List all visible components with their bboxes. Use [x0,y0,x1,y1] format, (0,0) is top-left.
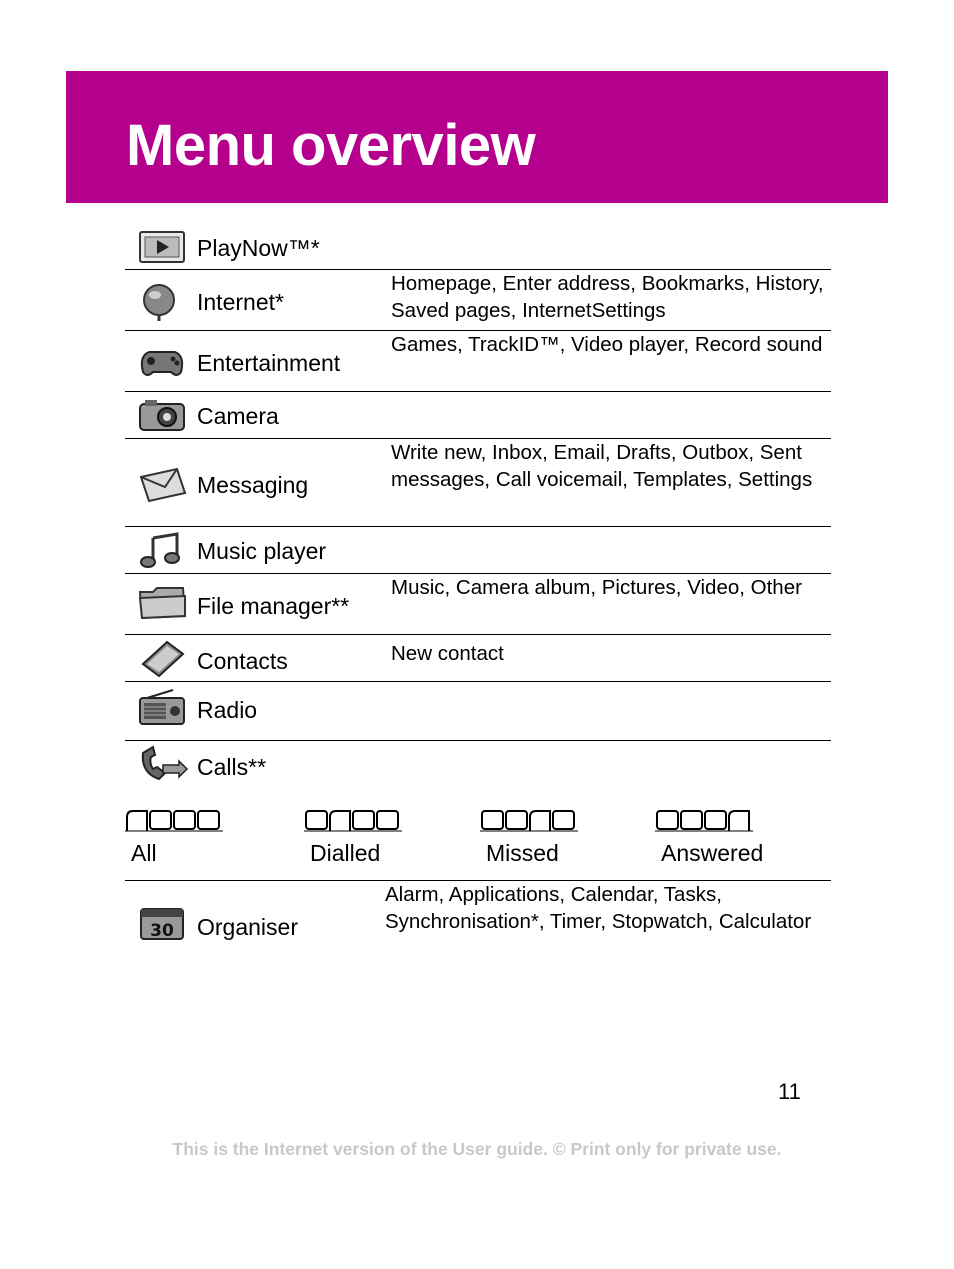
calls-tab-all [125,809,285,867]
menu-label: File manager** [197,593,350,619]
folder-icon [137,582,189,622]
tab-indicator-icon [480,809,580,833]
envelope-icon [137,463,189,503]
address-book-icon [137,638,189,678]
calls-tab-dialled [304,809,464,867]
footer-note: This is the Internet version of the User guide. © Print only for private use. [172,1139,782,1159]
submenu-text: Games, TrackID™, Video player, Record sound [391,333,823,356]
radio-icon [137,688,189,728]
menu-row-messaging [125,439,831,527]
submenu-text: Alarm, Applications, Calendar, Tasks, Synchronisation*, Timer, Stopwatch, Calculator [385,883,812,933]
menu-row-playnow [125,224,831,270]
camera-icon [137,395,189,435]
menu-row-internet [125,270,831,331]
calls-tab-label: Missed [486,840,559,866]
menu-row-radio [125,682,831,741]
menu-label: Music player [197,538,327,564]
tab-indicator-icon [125,809,225,833]
menu-label: Calls** [197,754,267,780]
menu-label: Radio [197,697,258,723]
calls-tab-label: All [131,840,157,866]
menu-label: Camera [197,403,279,429]
gamepad-icon [137,342,189,382]
phone-icon [137,743,189,783]
menu-label: Contacts [197,648,288,674]
internet-globe-icon [137,282,189,322]
menu-row-entertainment [125,331,831,392]
menu-row-contacts [125,635,831,682]
playnow-icon [137,228,189,268]
menu-row-music-player [125,527,831,574]
calls-tab-missed [480,809,640,867]
organiser-icon [137,903,189,943]
calls-tab-label: Dialled [310,840,381,866]
menu-label: Entertainment [197,350,341,376]
menu-label: Internet* [197,289,284,315]
submenu-text: New contact [391,642,504,665]
submenu-text: Homepage, Enter address, Bookmarks, History, Saved pages, InternetSettings [391,272,824,322]
menu-label: PlayNow™* [197,235,320,261]
calls-tab-label: Answered [661,840,764,866]
submenu-text: Music, Camera album, Pictures, Video, Other [391,576,802,599]
menu-label: Organiser [197,914,298,940]
title-banner [66,71,888,203]
page-number: 11 [778,1079,801,1104]
menu-row-camera [125,392,831,439]
menu-label: Messaging [197,472,309,498]
menu-row-file-manager [125,574,831,635]
menu-row-organiser [125,881,831,971]
menu-table [125,224,831,971]
music-note-icon [137,530,189,570]
page-title: Menu overview [126,113,536,178]
menu-row-calls [125,741,831,881]
tab-indicator-icon [655,809,755,833]
svg-text:30: 30 [150,921,174,941]
calls-tab-answered [655,809,815,867]
tab-indicator-icon [304,809,404,833]
submenu-text: Write new, Inbox, Email, Drafts, Outbox, Sent messages, Call voicemail, Templates, Settings [391,441,813,491]
